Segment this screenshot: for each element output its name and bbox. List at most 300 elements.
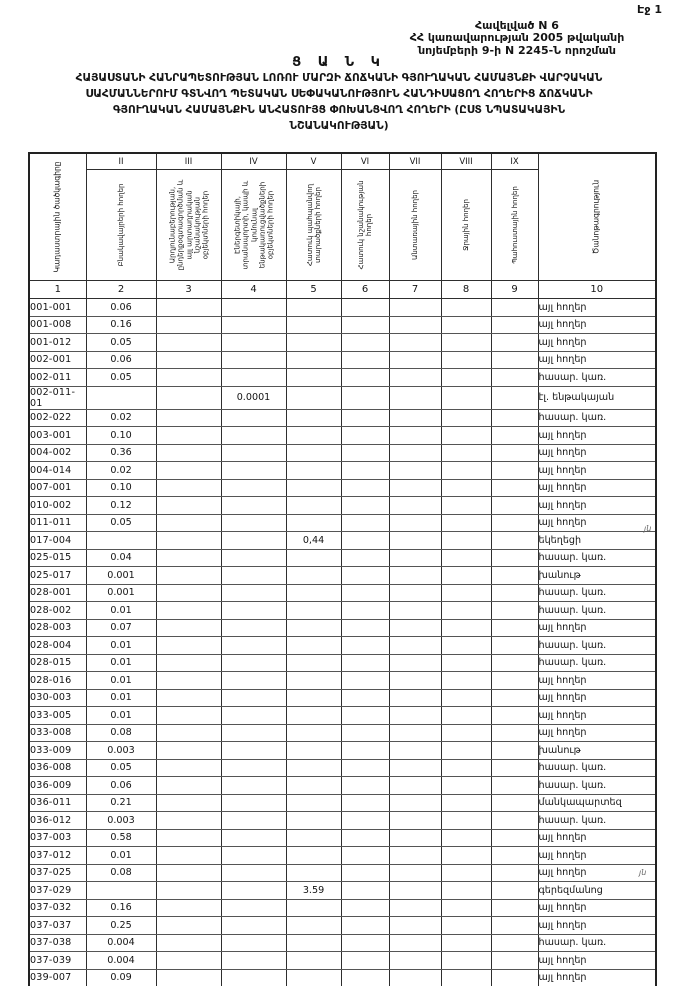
column-index: 9 — [491, 281, 538, 299]
table-row — [29, 864, 656, 882]
appendix-reference — [356, 20, 678, 57]
area-value-cell — [286, 724, 341, 742]
header-index-row — [29, 281, 656, 299]
area-value-cell — [491, 917, 538, 935]
page-number: Էջ 1 — [637, 3, 662, 16]
table-row — [29, 952, 656, 970]
column-header-note — [538, 153, 656, 281]
table-row — [29, 567, 656, 585]
note-cell: այլ հողեր — [538, 619, 656, 637]
area-value-cell — [441, 479, 491, 497]
area-value-cell: 0.01 — [86, 707, 156, 725]
area-value-cell — [86, 532, 156, 550]
area-value-cell — [441, 351, 491, 369]
note-cell: այլ հողեր — [538, 899, 656, 917]
appendix-line: ՀՀ կառավարության 2005 թվականի — [409, 31, 625, 45]
area-value-cell — [341, 369, 389, 387]
area-value-cell — [441, 654, 491, 672]
area-value-cell — [441, 369, 491, 387]
area-value-cell — [389, 584, 441, 602]
note-cell: խանութ — [538, 567, 656, 585]
area-value-cell — [441, 334, 491, 352]
column-index: 7 — [389, 281, 441, 299]
area-value-cell — [221, 672, 286, 690]
table-row — [29, 532, 656, 550]
area-value-cell — [389, 386, 441, 409]
area-value-cell — [389, 794, 441, 812]
area-value-cell — [389, 654, 441, 672]
area-value-cell — [156, 497, 221, 515]
area-value-cell — [441, 316, 491, 334]
area-value-cell — [441, 497, 491, 515]
note-cell: այլ հողեր — [538, 917, 656, 935]
note-cell: հասար. կառ. — [538, 549, 656, 567]
area-value-cell — [341, 952, 389, 970]
area-value-cell: 0.16 — [86, 316, 156, 334]
area-value-cell — [441, 794, 491, 812]
cadastral-code-cell: 010-002 — [29, 497, 86, 515]
area-value-cell — [156, 812, 221, 830]
area-value-cell — [221, 334, 286, 352]
area-value-cell — [491, 567, 538, 585]
area-value-cell: 0.05 — [86, 369, 156, 387]
area-value-cell — [156, 299, 221, 317]
area-value-cell — [441, 759, 491, 777]
cadastral-code-cell: 037-012 — [29, 847, 86, 865]
cadastral-code-cell: 028-004 — [29, 637, 86, 655]
area-value-cell — [156, 462, 221, 480]
column-index: 10 — [538, 281, 656, 299]
note-cell: հասար. կառ. — [538, 409, 656, 427]
area-value-cell — [156, 777, 221, 795]
area-value-cell — [221, 777, 286, 795]
area-value-cell: 0.004 — [86, 952, 156, 970]
area-value-cell — [341, 777, 389, 795]
column-index: 5 — [286, 281, 341, 299]
area-value-cell — [156, 409, 221, 427]
cadastral-code-cell: 028-001 — [29, 584, 86, 602]
note-cell: այլ հողեր — [538, 847, 656, 865]
area-value-cell — [491, 847, 538, 865]
note-cell: հասար. կառ. — [538, 759, 656, 777]
table-row — [29, 759, 656, 777]
area-value-cell — [156, 619, 221, 637]
area-value-cell — [156, 882, 221, 900]
area-value-cell — [491, 672, 538, 690]
area-value-cell — [389, 637, 441, 655]
area-value-cell: 0.01 — [86, 672, 156, 690]
area-value-cell — [389, 497, 441, 515]
column-header-label: Ծանոթագրություն — [591, 179, 601, 255]
area-value-cell — [441, 829, 491, 847]
area-value-cell — [221, 462, 286, 480]
area-value-cell — [389, 409, 441, 427]
column-numeral: V — [286, 153, 341, 170]
area-value-cell — [441, 882, 491, 900]
area-value-cell — [286, 316, 341, 334]
area-value-cell — [341, 316, 389, 334]
area-value-cell — [86, 882, 156, 900]
area-value-cell — [156, 427, 221, 445]
area-value-cell — [286, 299, 341, 317]
cadastral-code-cell: 037-037 — [29, 917, 86, 935]
area-value-cell — [156, 602, 221, 620]
area-value-cell: 0.36 — [86, 444, 156, 462]
area-value-cell — [286, 427, 341, 445]
area-value-cell: 0.04 — [86, 549, 156, 567]
area-value-cell: 0.02 — [86, 409, 156, 427]
area-value-cell — [221, 567, 286, 585]
area-value-cell: 0.0001 — [221, 386, 286, 409]
area-value-cell — [221, 514, 286, 532]
area-value-cell — [491, 444, 538, 462]
note-cell: հասար. կառ. — [538, 812, 656, 830]
area-value-cell — [389, 917, 441, 935]
cadastral-code-cell: 004-002 — [29, 444, 86, 462]
note-cell: այլ հողեր — [538, 334, 656, 352]
area-value-cell — [156, 794, 221, 812]
area-value-cell — [491, 637, 538, 655]
area-value-cell: 0.08 — [86, 724, 156, 742]
area-value-cell — [491, 386, 538, 409]
note-cell: հասար. կառ. — [538, 602, 656, 620]
area-value-cell — [441, 386, 491, 409]
area-value-cell — [491, 689, 538, 707]
note-cell: հասար. կառ. — [538, 369, 656, 387]
area-value-cell — [286, 619, 341, 637]
area-value-cell — [286, 602, 341, 620]
area-value-cell — [441, 742, 491, 760]
cadastral-code-cell: 037-003 — [29, 829, 86, 847]
column-numeral: VIII — [441, 153, 491, 170]
column-numeral: III — [156, 153, 221, 170]
area-value-cell — [341, 334, 389, 352]
area-value-cell — [441, 444, 491, 462]
cadastral-code-cell: 025-017 — [29, 567, 86, 585]
area-value-cell — [389, 847, 441, 865]
area-value-cell: 0.02 — [86, 462, 156, 480]
table-row — [29, 969, 656, 986]
cadastral-code-cell: 002-011-01 — [29, 386, 86, 409]
area-value-cell — [156, 952, 221, 970]
area-value-cell — [156, 637, 221, 655]
cadastral-code-cell: 007-001 — [29, 479, 86, 497]
area-value-cell: 0.003 — [86, 742, 156, 760]
area-value-cell — [491, 759, 538, 777]
area-value-cell — [389, 334, 441, 352]
area-value-cell — [286, 386, 341, 409]
area-value-cell — [156, 864, 221, 882]
area-value-cell — [389, 316, 441, 334]
area-value-cell — [341, 812, 389, 830]
area-value-cell: 0.16 — [86, 899, 156, 917]
table-row — [29, 316, 656, 334]
column-header-label: Հատուկ պահպանվող տարածքների հողեր — [305, 183, 322, 267]
handwritten-margin-mark: յն — [639, 868, 647, 877]
area-value-cell — [341, 427, 389, 445]
area-value-cell — [156, 847, 221, 865]
area-value-cell — [491, 969, 538, 986]
column-numeral: IV — [221, 153, 286, 170]
area-value-cell — [221, 917, 286, 935]
table-row — [29, 707, 656, 725]
area-value-cell — [441, 427, 491, 445]
cadastral-code-cell: 033-005 — [29, 707, 86, 725]
column-index: 2 — [86, 281, 156, 299]
area-value-cell — [441, 462, 491, 480]
area-value-cell: 0.01 — [86, 602, 156, 620]
column-header-col7 — [389, 170, 441, 281]
table-row — [29, 689, 656, 707]
area-value-cell — [221, 299, 286, 317]
area-value-cell — [286, 479, 341, 497]
area-value-cell — [441, 619, 491, 637]
table-row — [29, 654, 656, 672]
area-value-cell — [286, 689, 341, 707]
note-cell: գերեզմանոց — [538, 882, 656, 900]
area-value-cell — [491, 794, 538, 812]
area-value-cell — [156, 724, 221, 742]
area-value-cell — [341, 654, 389, 672]
note-cell: այլ հողեր — [538, 316, 656, 334]
table-row — [29, 369, 656, 387]
area-value-cell — [286, 444, 341, 462]
area-value-cell — [341, 549, 389, 567]
area-value-cell — [341, 934, 389, 952]
area-value-cell — [156, 584, 221, 602]
table-row — [29, 882, 656, 900]
area-value-cell — [341, 969, 389, 986]
area-value-cell — [221, 637, 286, 655]
note-cell: հասար. կառ. — [538, 934, 656, 952]
area-value-cell — [491, 882, 538, 900]
area-value-cell — [491, 479, 538, 497]
area-value-cell — [286, 759, 341, 777]
area-value-cell: 0.09 — [86, 969, 156, 986]
area-value-cell — [156, 386, 221, 409]
area-value-cell — [389, 672, 441, 690]
title-line: ՆՇԱՆԱԿՈՒԹՅԱՆ) — [289, 119, 389, 132]
area-value-cell — [341, 829, 389, 847]
area-value-cell — [491, 334, 538, 352]
list-heading: Ց Ա Ն Կ — [292, 55, 386, 70]
column-header-col5 — [286, 170, 341, 281]
area-value-cell — [286, 567, 341, 585]
area-value-cell — [389, 934, 441, 952]
note-cell: հասար. կառ. — [538, 584, 656, 602]
area-value-cell — [441, 777, 491, 795]
note-cell: այլ հողեր — [538, 707, 656, 725]
area-value-cell — [221, 654, 286, 672]
area-value-cell — [389, 864, 441, 882]
area-value-cell — [286, 637, 341, 655]
area-value-cell — [341, 532, 389, 550]
area-value-cell — [341, 742, 389, 760]
cadastral-code-cell: 028-003 — [29, 619, 86, 637]
cadastral-code-cell: 002-011 — [29, 369, 86, 387]
area-value-cell — [156, 917, 221, 935]
area-value-cell — [341, 462, 389, 480]
area-value-cell — [341, 386, 389, 409]
area-value-cell: 0.06 — [86, 299, 156, 317]
area-value-cell: 0.01 — [86, 654, 156, 672]
note-cell: այլ հողեր — [538, 462, 656, 480]
area-value-cell — [389, 444, 441, 462]
area-value-cell — [441, 584, 491, 602]
header-numeral-row — [29, 153, 656, 170]
area-value-cell — [341, 409, 389, 427]
area-value-cell — [389, 812, 441, 830]
note-cell: այլ հողեր — [538, 952, 656, 970]
area-value-cell — [341, 299, 389, 317]
area-value-cell — [221, 619, 286, 637]
area-value-cell — [341, 351, 389, 369]
table-row — [29, 619, 656, 637]
area-value-cell: 0.05 — [86, 759, 156, 777]
note-cell: այլ հողեր — [538, 444, 656, 462]
area-value-cell: 0.01 — [86, 689, 156, 707]
handwritten-margin-mark: յն — [644, 524, 652, 533]
table-row — [29, 602, 656, 620]
area-value-cell — [286, 334, 341, 352]
area-value-cell — [221, 847, 286, 865]
area-value-cell — [341, 497, 389, 515]
area-value-cell — [441, 689, 491, 707]
column-header-col2 — [86, 170, 156, 281]
area-value-cell — [156, 351, 221, 369]
column-numeral: II — [86, 153, 156, 170]
area-value-cell — [221, 549, 286, 567]
cadastral-code-cell: 033-008 — [29, 724, 86, 742]
note-cell: մանկապարտեզ — [538, 794, 656, 812]
column-header-label: Պահուստային հողեր — [510, 186, 519, 264]
area-value-cell — [341, 689, 389, 707]
area-value-cell — [156, 654, 221, 672]
cadastral-code-cell: 036-012 — [29, 812, 86, 830]
area-value-cell — [341, 759, 389, 777]
area-value-cell — [156, 829, 221, 847]
note-cell: այլ հողեր — [538, 351, 656, 369]
column-header-cadastral-code — [29, 153, 86, 281]
cadastral-code-cell: 037-032 — [29, 899, 86, 917]
note-cell: հասար. կառ. — [538, 654, 656, 672]
area-value-cell — [389, 689, 441, 707]
note-cell: էլ. ենթակայան — [538, 386, 656, 409]
cadastral-code-cell: 001-012 — [29, 334, 86, 352]
table-row — [29, 794, 656, 812]
area-value-cell — [441, 969, 491, 986]
note-cell: այլ հողեր — [538, 969, 656, 986]
area-value-cell — [341, 707, 389, 725]
area-value-cell — [389, 969, 441, 986]
area-value-cell: 0.003 — [86, 812, 156, 830]
area-value-cell — [221, 532, 286, 550]
area-value-cell — [156, 532, 221, 550]
cadastral-code-cell: 028-015 — [29, 654, 86, 672]
area-value-cell — [221, 899, 286, 917]
cadastral-code-cell: 036-009 — [29, 777, 86, 795]
table-row — [29, 672, 656, 690]
table-row — [29, 742, 656, 760]
area-value-cell — [156, 514, 221, 532]
area-value-cell — [491, 462, 538, 480]
table-row — [29, 899, 656, 917]
area-value-cell: 0.12 — [86, 497, 156, 515]
area-value-cell — [389, 602, 441, 620]
area-value-cell: 0.01 — [86, 637, 156, 655]
area-value-cell — [341, 917, 389, 935]
area-value-cell: 0.004 — [86, 934, 156, 952]
area-value-cell — [221, 952, 286, 970]
area-value-cell: 0.25 — [86, 917, 156, 935]
area-value-cell: 0.08 — [86, 864, 156, 882]
area-value-cell — [389, 759, 441, 777]
area-value-cell — [221, 759, 286, 777]
area-value-cell — [491, 602, 538, 620]
appendix-line: Հավելված N 6 — [475, 19, 559, 32]
area-value-cell — [341, 899, 389, 917]
area-value-cell — [286, 742, 341, 760]
area-value-cell — [156, 549, 221, 567]
area-value-cell — [389, 299, 441, 317]
area-value-cell — [221, 864, 286, 882]
area-value-cell — [341, 567, 389, 585]
note-cell: այլ հողեր — [538, 514, 656, 532]
area-value-cell — [286, 829, 341, 847]
area-value-cell: 0.06 — [86, 351, 156, 369]
table-row — [29, 584, 656, 602]
area-value-cell — [221, 812, 286, 830]
area-value-cell — [341, 724, 389, 742]
column-header-label: Էներգետիկայի, տրանսպորտի, կապի և կոմունալ ենթակառուցվածքների օբյեկտների հողեր — [232, 180, 274, 270]
area-value-cell — [221, 794, 286, 812]
note-cell: այլ հողեր — [538, 479, 656, 497]
area-value-cell — [341, 584, 389, 602]
note-cell: հասար. կառ. — [538, 637, 656, 655]
area-value-cell — [389, 707, 441, 725]
area-value-cell — [286, 409, 341, 427]
area-value-cell — [441, 864, 491, 882]
area-value-cell — [441, 724, 491, 742]
cadastral-code-cell: 037-039 — [29, 952, 86, 970]
area-value-cell — [221, 316, 286, 334]
area-value-cell — [491, 299, 538, 317]
column-header-label: Բնակավայրերի հողեր — [116, 183, 125, 267]
cadastral-code-cell: 028-016 — [29, 672, 86, 690]
area-value-cell — [491, 742, 538, 760]
area-value-cell — [341, 882, 389, 900]
area-value-cell — [389, 567, 441, 585]
area-value-cell — [156, 759, 221, 777]
table-row — [29, 777, 656, 795]
area-value-cell — [341, 672, 389, 690]
area-value-cell — [491, 549, 538, 567]
area-value-cell — [389, 369, 441, 387]
table-row — [29, 637, 656, 655]
area-value-cell — [156, 444, 221, 462]
area-value-cell — [286, 794, 341, 812]
area-value-cell — [221, 444, 286, 462]
area-value-cell — [221, 742, 286, 760]
cadastral-code-cell: 001-001 — [29, 299, 86, 317]
area-value-cell — [341, 514, 389, 532]
area-value-cell: 0.06 — [86, 777, 156, 795]
area-value-cell — [221, 427, 286, 445]
area-value-cell — [221, 882, 286, 900]
area-value-cell — [341, 602, 389, 620]
area-value-cell — [341, 619, 389, 637]
area-value-cell — [286, 934, 341, 952]
